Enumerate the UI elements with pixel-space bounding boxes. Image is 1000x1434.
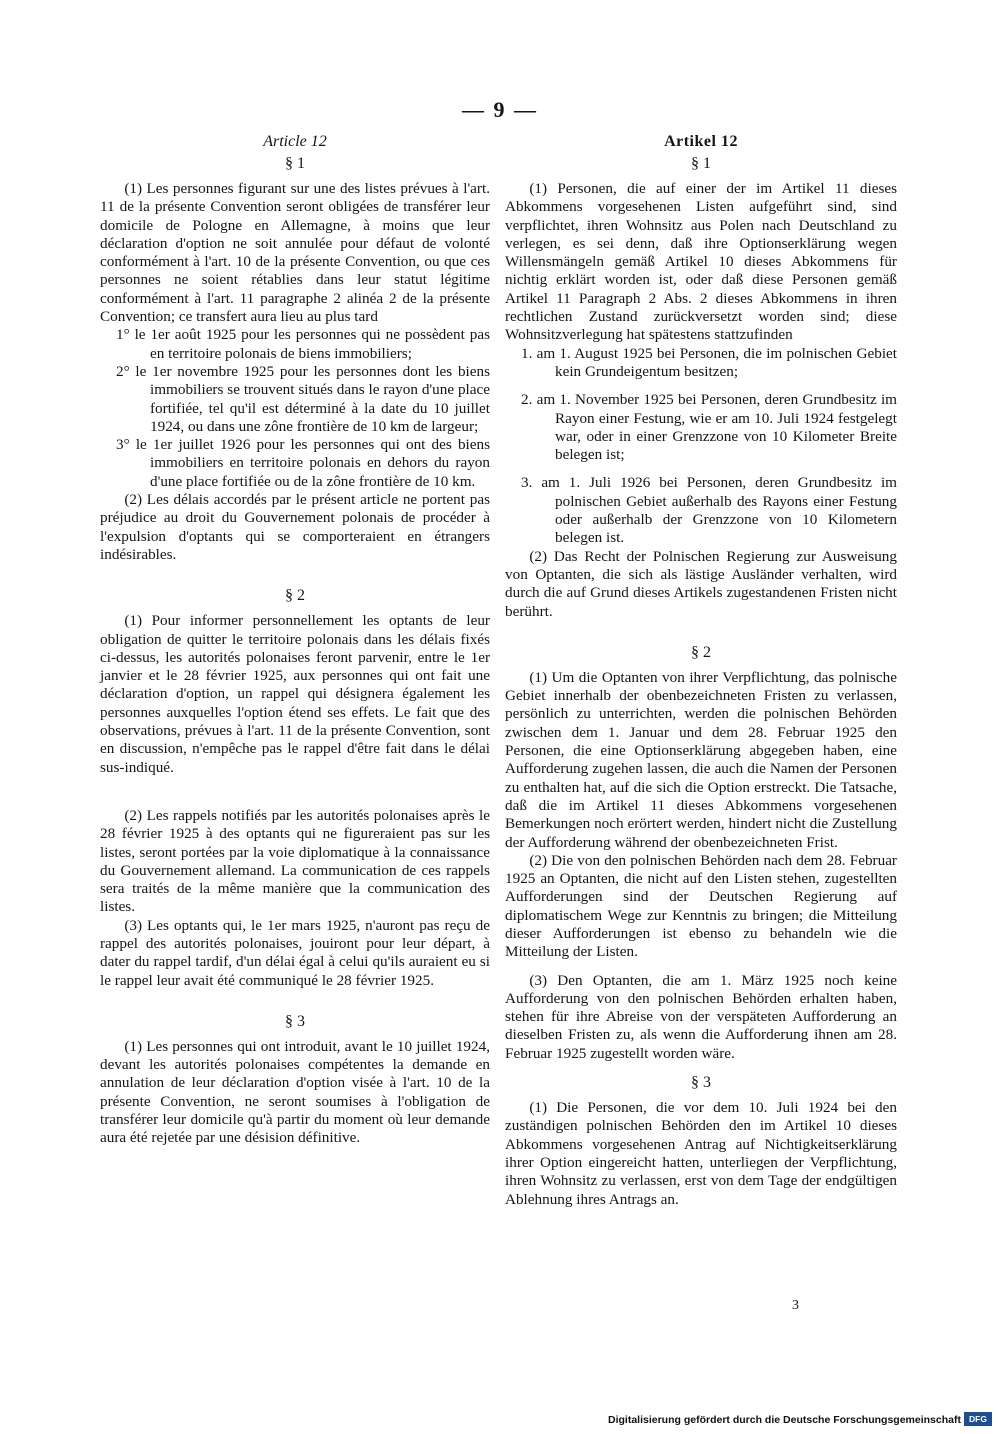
paragraph-fr-s2-1: (1) Pour informer personnellement les optants de leur obligation de quitter le territoire polonais dans les délais fixés ci-dessus, les autorités polonaises feront parvenir, entre le 1er janvier et le 28 février 1925, aux personnes qui ont fait une déclaration d'option, un rappel qui désignera également les personnes auxquelles l'option étend ses effets. Le fait que des observations, prévues à l'art. 11 de la présente Convention, sont en discussion, n'empêche pas le rappel d'être fait dans le délai sus-indiqué. [100,612,490,776]
paragraph-fr-s2-3: (3) Les optants qui, le 1er mars 1925, n'auront pas reçu de rappel des autorités polonaises, jouiront pour leur départ, à dater du rappel tardif, d'un délai égal à celui qu'ils auraient eu si le rappel leur avait été communiqué le 28 février 1925. [100,916,490,989]
list-item-fr-2: 2° le 1er novembre 1925 pour les personnes dont les biens immobiliers se trouvent situés dans le rayon d'une place fortifiée, tel qu'il est déterminé à la date du 10 juillet 1924, ou dans une zône frontière de 10 km de largeur; [116,362,490,435]
paragraph-de-s1-2: (2) Das Recht der Polnischen Regierung zur Ausweisung von Optanten, die sich als lästige Ausländer verhalten, wird durch die auf Grund dieses Artikels zugestandenen Fristen nicht berührt. [505,547,897,620]
list-item-fr-3: 3° le 1er juillet 1926 pour les personnes qui ont des biens immobiliers en territoire polonais en dehors du rayon d'une place fortifiée ou de la zône frontière de 10 km. [116,436,490,490]
paragraph-de-s2-3: (3) Den Optanten, die am 1. März 1925 noch keine Aufforderung von den polnischen Behörden erhalten haben, stehen für ihre Abreise von der verspäteten Aufforderung an dieselben Fristen zu, als wenn die Aufforderung ihnen am 28. Februar 1925 zugestellt worden wäre. [505,971,897,1062]
article-title-de: Artikel 12 [664,133,738,150]
paragraph-de-s1-1: (1) Personen, die auf einer der im Artikel 11 dieses Abkommens vorgesehenen Listen aufgeführt sind, sind verpflichtet, ihren Wohnsitz aus Polen nach Deutschland zu verlegen, es sei denn, daß ihre Optionserklärung wegen Willensmängeln gemäß Artikel 10 dieses Abkommens für nichtig erklärt worden ist, oder daß diese Personen gemäß Artikel 11 Paragraph 2 Abs. 2 dieses Abkommens in ihren rechtlichen Zustand zurückversetzt worden sind; diese Wohnsitzverlegung hat spätestens stattzufinden [505,180,897,344]
list-item-de-1: 1. am 1. August 1925 bei Personen, die im polnischen Gebiet kein Grundeigentum besitzen; [521,344,897,380]
section-heading-de-1: § 1 [691,155,711,172]
section-heading-de-2: § 2 [691,643,711,661]
dfg-logo: DFG [964,1412,992,1426]
digitization-credit: Digitalisierung gefördert durch die Deutsche Forschungsgemeinschaft [608,1414,961,1426]
section-heading-de-3: § 3 [691,1074,711,1092]
page-marker: — 9 — [462,97,538,122]
list-item-de-2: 2. am 1. November 1925 bei Personen, deren Grundbesitz im Rayon einer Festung, wie er am 10. Juli 1924 festgelegt war, oder in einer Grenzzone von 10 Kilometer Breite belegen ist; [521,391,897,464]
paragraph-de-s2-1: (1) Um die Optanten von ihrer Verpflichtung, das polnische Gebiet innerhalb der obenbezeichneten Fristen zu verlassen, persönlich zu unterrichten, werden die polnischen Behörden zwischen dem 1. Januar und dem 28. Februar 1925 den Personen, die eine Optionserklärung abgegeben haben, eine Aufforderung zugehen lassen, die auch die Namen der Personen zu enthalten hat, auf die sich die Option erstreckt. Die Tatsache, daß die im Artikel 11 dieses Abkommens vorgesehenen Bemerkungen noch erörtert werden, hindert nicht die Zustellung der Aufforderung während der obenbezeichneten Frist. [505,668,897,851]
page-number: 3 [792,1298,799,1313]
paragraph-fr-s1-1: (1) Les personnes figurant sur une des listes prévues à l'art. 11 de la présente Convention seront obligées de transférer leur domicile de Pologne en Allemagne, à moins que leur déclaration d'option ne soit annulée pour défaut de volonté conformément à l'art. 10 de la présente Convention, ou que ces personnes ne soient rétablies dans leur statut légitime conformément à l'art. 11 paragraphe 2 alinéa 2 de la présente Convention; ce transfert aura lieu au plus tard [100,180,490,326]
paragraph-de-s2-2: (2) Die von den polnischen Behörden nach dem 28. Februar 1925 an Optanten, die nicht auf den Listen stehen, zugestellten Aufforderungen sind der Deutschen Regierung auf diplomatischem Wege zur Kenntnis zu bringen; die Mitteilung dieser Aufforderungen ist ebenso zu behandeln wie die Mitteilung der Listen. [505,851,897,961]
paragraph-fr-s2-2: (2) Les rappels notifiés par les autorités polonaises après le 28 février 1925 à des optants qui ne figureraient pas sur les listes, seront portées par la voie diplomatique à la connaissance du Gouvernement allemand. La communication de ces rappels sera traités de la même manière que la communication des listes. [100,806,490,916]
paragraph-fr-s3-1: (1) Les personnes qui ont introduit, avant le 10 juillet 1924, devant les autorités polonaises compétentes la demande en annulation de leur déclaration d'option visée à l'art. 10 de la présente Convention, ne seront soumises à l'obligation de transférer leur domicile qu'à partir du moment où leur demande aura été rejetée par une désision définitive. [100,1037,490,1147]
list-item-de-3: 3. am 1. Juli 1926 bei Personen, deren Grundbesitz im polnischen Gebiet außerhalb des Rayons einer Festung oder außerhalb der Grenzzone von 10 Kilometern belegen ist. [521,474,897,547]
german-column [505,132,897,1209]
section-heading-fr-2: § 2 [285,587,305,605]
list-item-fr-1: 1° le 1er août 1925 pour les personnes qui ne possèdent pas en territoire polonais de biens immobiliers; [116,326,490,362]
section-heading-fr-1: § 1 [285,155,305,172]
paragraph-de-s3-1: (1) Die Personen, die vor dem 10. Juli 1924 bei den zuständigen polnischen Behörden den im Artikel 10 dieses Abkommens vorgesehenen Antrag auf Nichtigkeitserklärung ihrer Option eingereicht hatten, unterliegen der Verpflichtung, ihren Wohnsitz zu verlassen, erst von dem Tage der endgültigen Ablehnung ihres Antrags an. [505,1099,897,1208]
paragraph-fr-s1-2: (2) Les délais accordés par le présent article ne portent pas préjudice au droit du Gouvernement polonais de procéder à l'expulsion d'optants qui se comporteraient en étrangers indésirables. [100,491,490,563]
article-title-fr: Article 12 [263,133,327,150]
section-heading-fr-3: § 3 [285,1012,305,1030]
french-column [100,132,490,1148]
